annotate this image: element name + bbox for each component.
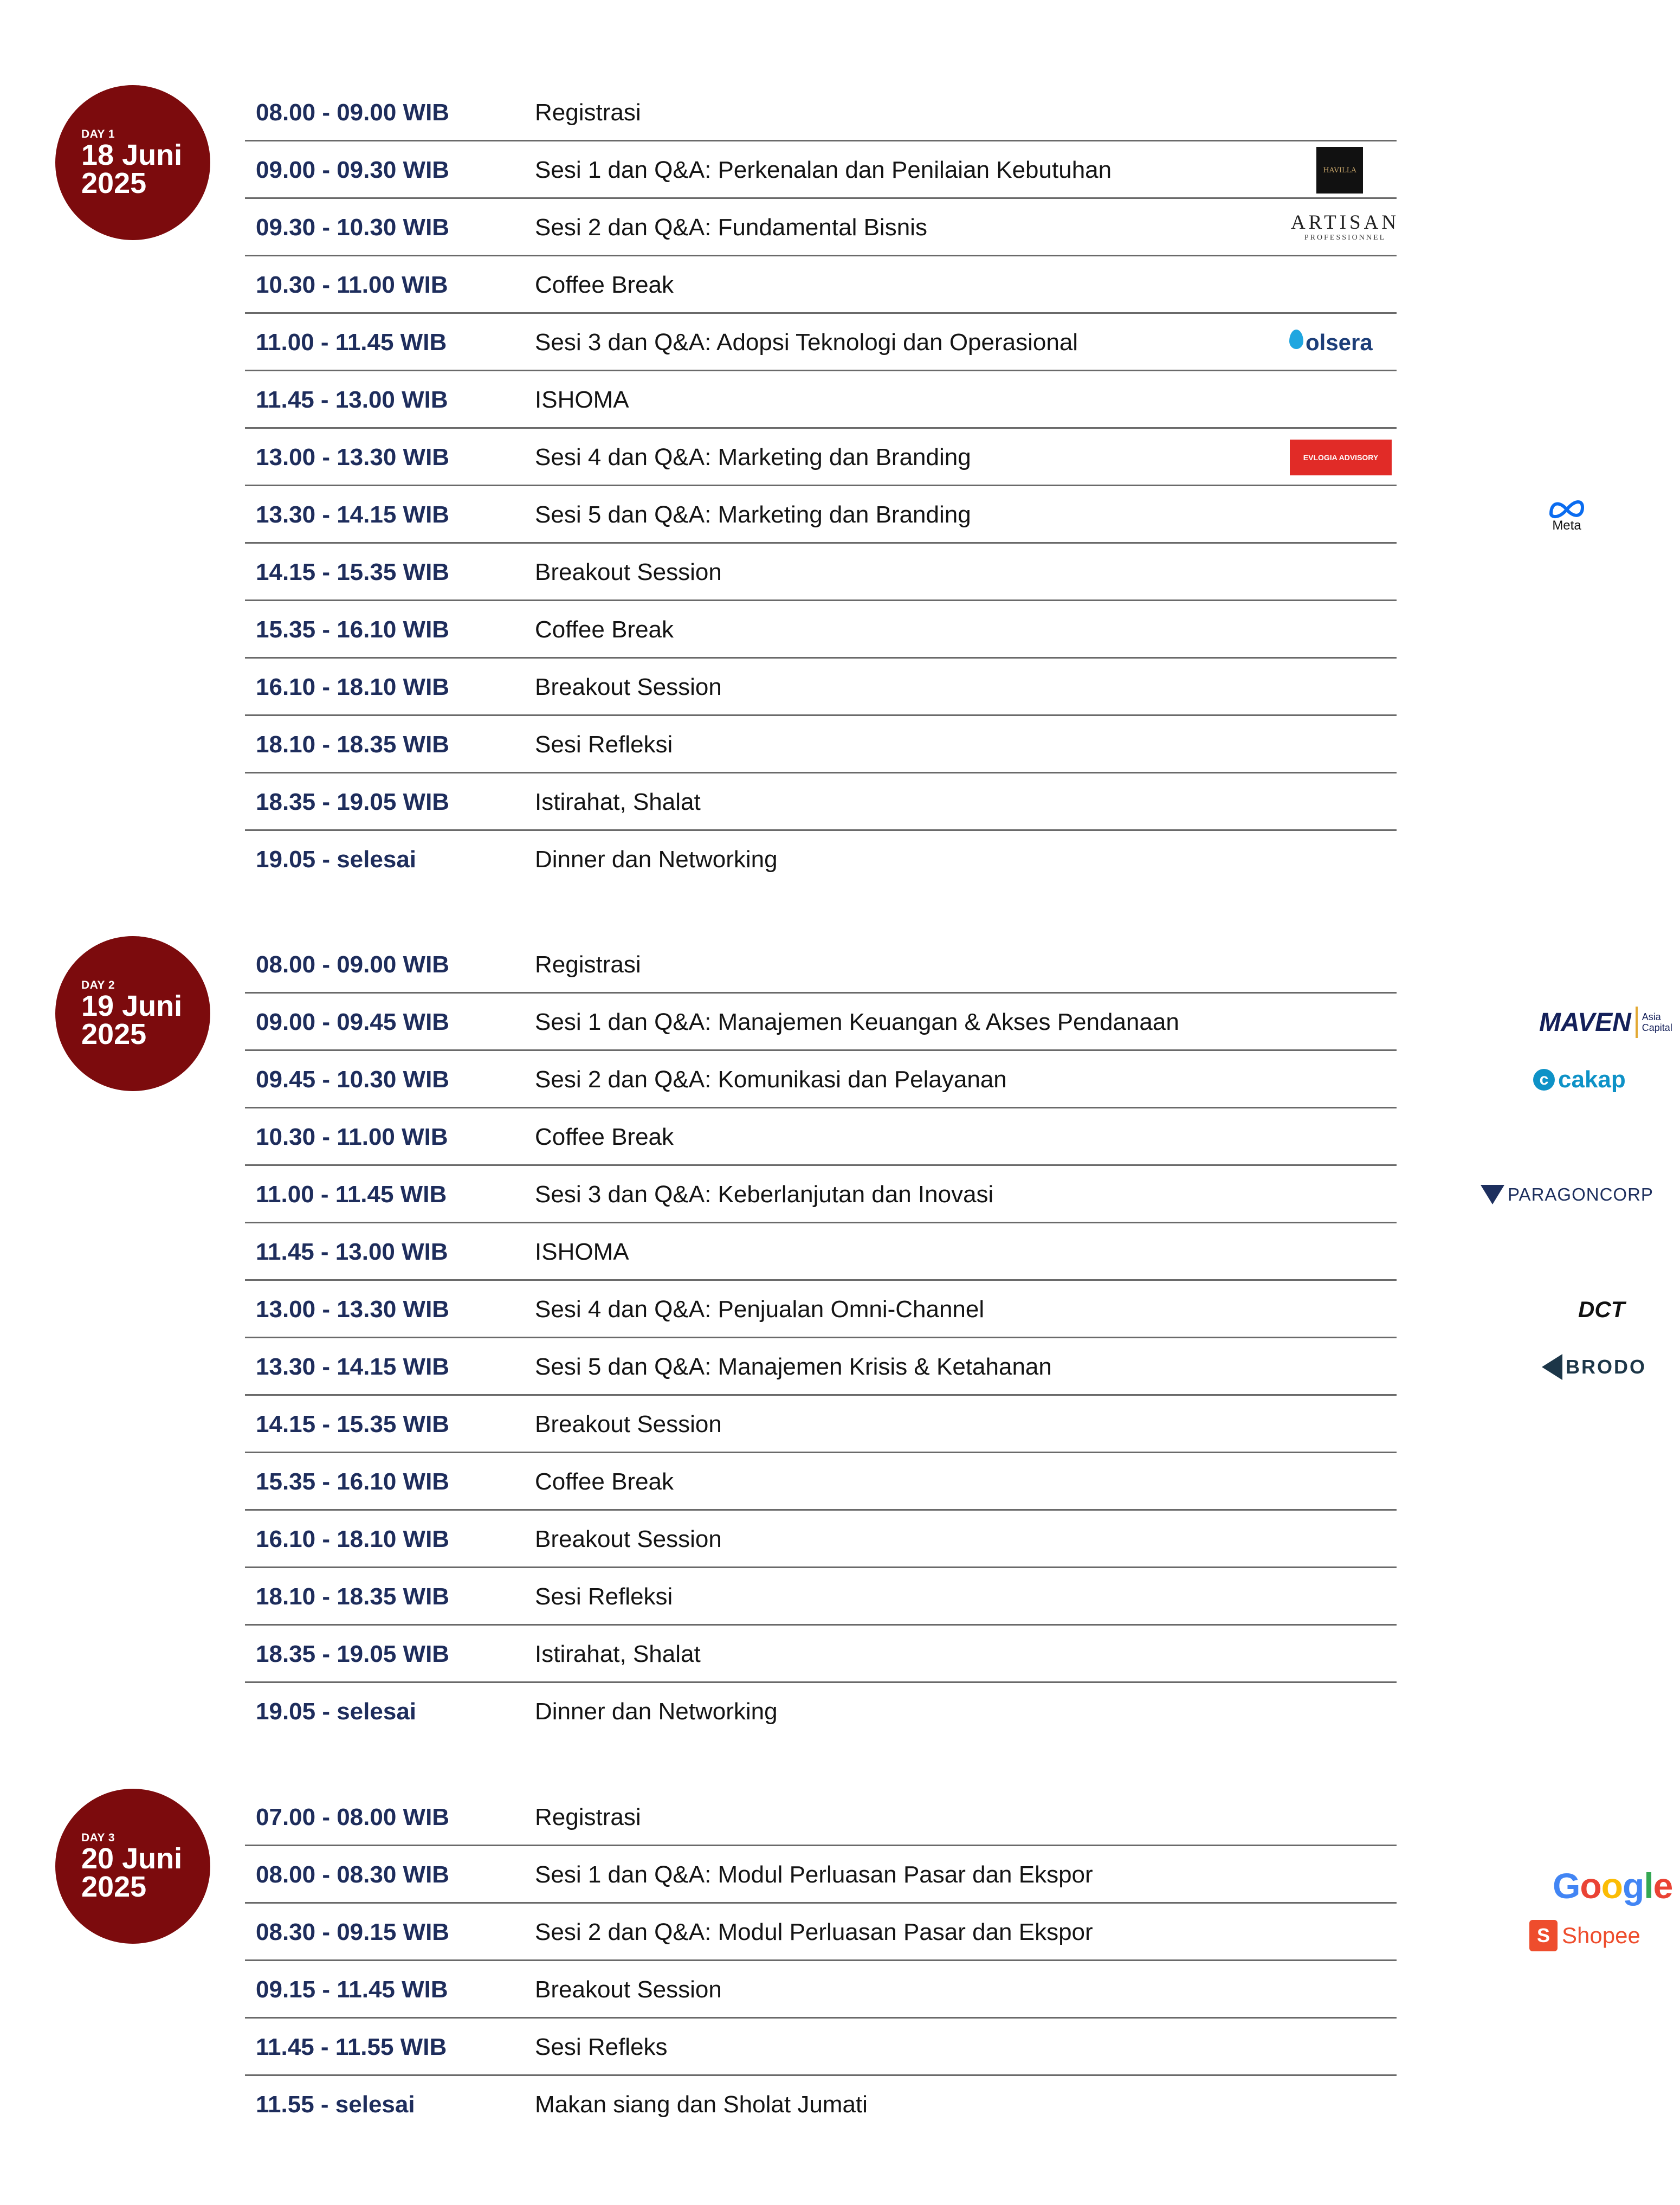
session-time: 09.30 - 10.30 WIB — [256, 214, 450, 241]
day-badge — [55, 85, 210, 240]
google-logo: Google — [1553, 1866, 1673, 1906]
session-title: Makan siang dan Sholat Jumati — [535, 2091, 868, 2118]
day-1-schedule — [245, 84, 1581, 888]
day-badge — [55, 936, 210, 1091]
session-time: 13.00 - 13.30 WIB — [256, 444, 450, 470]
session-title: Breakout Session — [535, 559, 722, 585]
session-title: Dinner dan Networking — [535, 846, 778, 873]
schedule-row — [245, 773, 1397, 831]
session-title: Breakout Session — [535, 1411, 722, 1437]
schedule-row — [245, 371, 1397, 429]
session-time: 09.45 - 10.30 WIB — [256, 1066, 450, 1093]
session-title: Sesi 3 dan Q&A: Keberlanjutan dan Inovasi — [535, 1181, 994, 1208]
schedule-row — [245, 1626, 1397, 1683]
session-title: Coffee Break — [535, 1124, 674, 1150]
session-time: 18.10 - 18.35 WIB — [256, 731, 450, 758]
session-time: 11.45 - 13.00 WIB — [256, 1239, 448, 1265]
session-time: 08.00 - 09.00 WIB — [256, 99, 450, 126]
session-time: 11.45 - 13.00 WIB — [256, 386, 448, 413]
session-title: Registrasi — [535, 99, 641, 126]
shopee-logo: S Shopee — [1529, 1907, 1640, 1964]
cakap-logo: c cakap — [1533, 1051, 1626, 1108]
schedule-row — [245, 1789, 1397, 1846]
schedule-row — [245, 1396, 1397, 1453]
schedule-row — [245, 1166, 1653, 1223]
session-title: Sesi 4 dan Q&A: Marketing dan Branding — [535, 444, 971, 470]
session-time: 13.30 - 14.15 WIB — [256, 501, 450, 528]
session-time: 15.35 - 16.10 WIB — [256, 616, 450, 643]
session-title: Coffee Break — [535, 272, 674, 298]
schedule-row — [245, 659, 1397, 716]
session-time: 08.00 - 09.00 WIB — [256, 951, 450, 978]
day-label: DAY 3 — [81, 1832, 115, 1844]
schedule-row — [245, 1568, 1397, 1626]
session-title: Sesi 1 dan Q&A: Modul Perluasan Pasar dan Ekspor — [535, 1861, 1093, 1888]
schedule-row — [245, 84, 1397, 141]
session-time: 11.00 - 11.45 WIB — [256, 329, 447, 356]
session-time: 13.30 - 14.15 WIB — [256, 1353, 450, 1380]
session-title: Breakout Session — [535, 1526, 722, 1552]
schedule-row — [245, 1281, 1625, 1338]
artisan-professionnel-logo: ARTISAN PROFESSIONNEL — [1290, 211, 1400, 242]
session-time: 18.10 - 18.35 WIB — [256, 1583, 450, 1610]
day-label: DAY 1 — [81, 128, 115, 140]
dct-agency-logo: DCT — [1578, 1297, 1625, 1322]
day-label: DAY 2 — [81, 979, 115, 991]
session-time: 15.35 - 16.10 WIB — [256, 1468, 450, 1495]
session-time: 08.30 - 09.15 WIB — [256, 1919, 450, 1945]
session-title: Istirahat, Shalat — [535, 789, 701, 815]
schedule-row — [245, 256, 1397, 314]
session-time: 09.00 - 09.45 WIB — [256, 1009, 450, 1035]
session-title: Sesi Refleksi — [535, 1583, 673, 1610]
session-time: 19.05 - selesai — [256, 846, 417, 873]
day-badge — [55, 1789, 210, 1944]
meta-logo: Meta — [1548, 486, 1586, 544]
session-time: 19.05 - selesai — [256, 1698, 417, 1725]
paragoncorp-logo: PARAGONCORP — [1481, 1166, 1653, 1223]
schedule-row — [245, 1338, 1646, 1396]
schedule-row — [245, 199, 1400, 256]
schedule-row — [245, 936, 1397, 994]
day-3-schedule — [245, 1789, 1673, 2133]
session-title: Breakout Session — [535, 1976, 722, 2003]
havilla-logo: HAVILLA — [1316, 141, 1363, 199]
day-year: 2025 — [81, 167, 147, 199]
schedule-row — [245, 486, 1581, 544]
schedule-row — [245, 544, 1397, 601]
session-time: 10.30 - 11.00 WIB — [256, 1124, 448, 1150]
session-time: 09.15 - 11.45 WIB — [256, 1976, 448, 2003]
session-title: Registrasi — [535, 951, 641, 978]
schedule-row — [245, 831, 1397, 888]
schedule-row — [245, 141, 1397, 199]
session-time: 16.10 - 18.10 WIB — [256, 1526, 450, 1552]
schedule-row — [245, 1511, 1397, 1568]
day-2-schedule — [245, 936, 1672, 1740]
session-title: Sesi Refleksi — [535, 731, 673, 758]
schedule-row — [245, 429, 1397, 486]
evlogia-advisory-logo: EVLOGIA ADVISORY — [1290, 429, 1392, 486]
day-date: 18 Juni — [81, 139, 183, 171]
session-time: 10.30 - 11.00 WIB — [256, 272, 448, 298]
schedule-row — [245, 2019, 1397, 2076]
schedule-row — [245, 1961, 1397, 2019]
schedule-row — [245, 1223, 1397, 1281]
session-title: Sesi 5 dan Q&A: Marketing dan Branding — [535, 501, 971, 528]
schedule-row — [245, 314, 1397, 371]
session-title: Breakout Session — [535, 674, 722, 700]
schedule-row — [245, 1904, 1640, 1961]
session-title: Sesi Refleks — [535, 2034, 668, 2060]
schedule-row — [245, 1108, 1397, 1166]
session-title: Registrasi — [535, 1804, 641, 1830]
session-title: Sesi 4 dan Q&A: Penjualan Omni-Channel — [535, 1296, 985, 1323]
session-time: 11.00 - 11.45 WIB — [256, 1181, 447, 1208]
session-title: ISHOMA — [535, 386, 629, 413]
session-title: Sesi 3 dan Q&A: Adopsi Teknologi dan Operasional — [535, 329, 1078, 356]
session-title: Sesi 2 dan Q&A: Fundamental Bisnis — [535, 214, 927, 241]
schedule-row — [245, 1051, 1626, 1108]
session-title: Sesi 1 dan Q&A: Perkenalan dan Penilaian Kebutuhan — [535, 157, 1112, 183]
session-time: 18.35 - 19.05 WIB — [256, 1641, 450, 1667]
session-title: Sesi 2 dan Q&A: Modul Perluasan Pasar dan Ekspor — [535, 1919, 1093, 1945]
day-date: 19 Juni — [81, 990, 183, 1022]
schedule-row — [245, 1453, 1397, 1511]
session-time: 09.00 - 09.30 WIB — [256, 157, 450, 183]
day-year: 2025 — [81, 1018, 147, 1050]
schedule-row — [245, 2076, 1397, 2133]
session-title: Sesi 2 dan Q&A: Komunikasi dan Pelayanan — [535, 1066, 1007, 1093]
session-title: Coffee Break — [535, 616, 674, 643]
session-title: ISHOMA — [535, 1239, 629, 1265]
olsera-logo: olsera — [1289, 314, 1373, 371]
schedule-row — [245, 994, 1672, 1051]
brodo-logo: BRODO — [1542, 1338, 1646, 1396]
schedule-row — [245, 1846, 1673, 1906]
session-time: 07.00 - 08.00 WIB — [256, 1804, 450, 1830]
session-time: 11.55 - selesai — [256, 2091, 415, 2118]
session-time: 08.00 - 08.30 WIB — [256, 1861, 450, 1888]
session-time: 18.35 - 19.05 WIB — [256, 789, 450, 815]
session-title: Sesi 5 dan Q&A: Manajemen Krisis & Ketahanan — [535, 1353, 1052, 1380]
session-time: 16.10 - 18.10 WIB — [256, 674, 450, 700]
session-time: 14.15 - 15.35 WIB — [256, 1411, 450, 1437]
session-time: 11.45 - 11.55 WIB — [256, 2034, 447, 2060]
session-title: Coffee Break — [535, 1468, 674, 1495]
session-title: Sesi 1 dan Q&A: Manajemen Keuangan & Akses Pendanaan — [535, 1009, 1179, 1035]
session-title: Dinner dan Networking — [535, 1698, 778, 1725]
day-date: 20 Juni — [81, 1842, 183, 1875]
session-title: Istirahat, Shalat — [535, 1641, 701, 1667]
schedule-row — [245, 601, 1397, 659]
maven-asia-capital-logo: MAVEN Asia Capital — [1539, 994, 1680, 1051]
day-year: 2025 — [81, 1871, 147, 1903]
schedule-row — [245, 716, 1397, 773]
session-time: 13.00 - 13.30 WIB — [256, 1296, 450, 1323]
session-time: 14.15 - 15.35 WIB — [256, 559, 450, 585]
schedule-row — [245, 1683, 1397, 1740]
